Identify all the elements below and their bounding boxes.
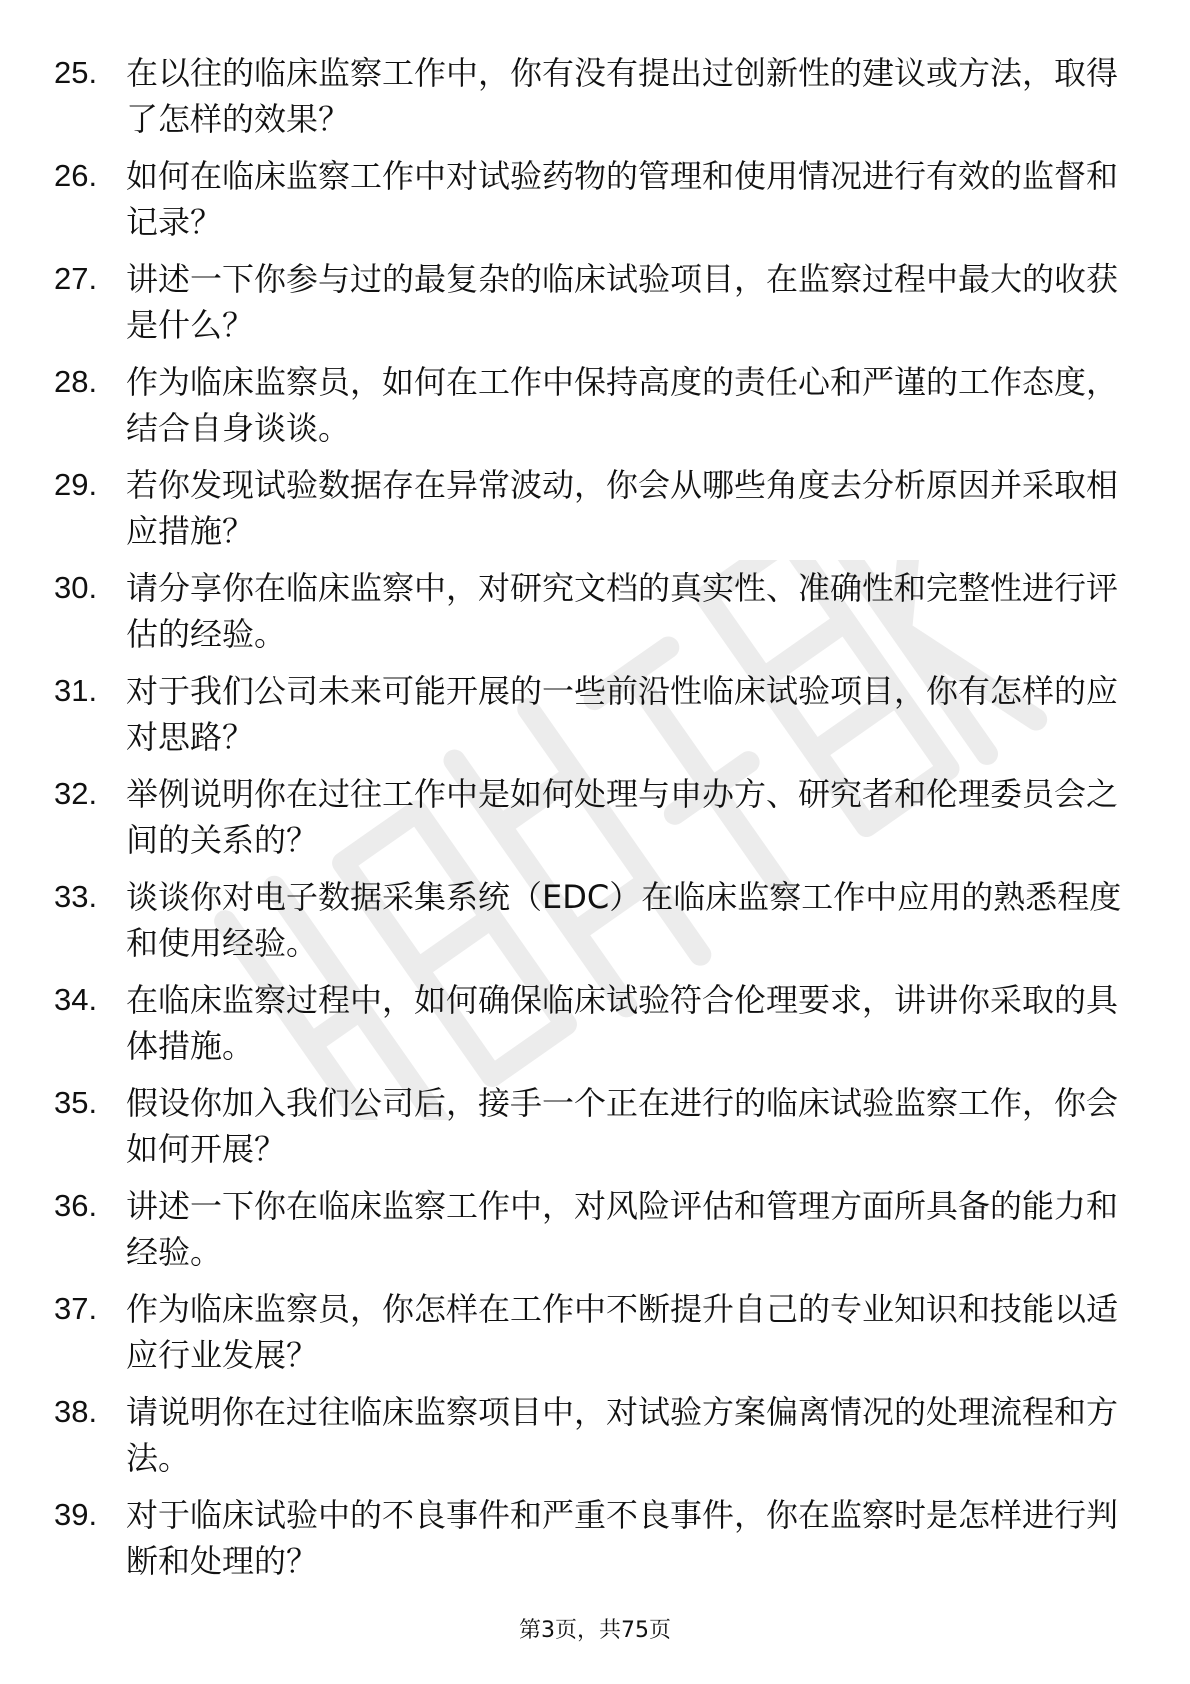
question-item	[54, 1080, 1134, 1183]
question-number: 31.	[54, 673, 98, 708]
question-text: 作为临床监察员，你怎样在工作中不断提升自己的专业知识和技能以适应行业发展？	[126, 1290, 1119, 1374]
question-text: 讲述一下你在临床监察工作中，对风险评估和管理方面所具备的能力和经验。	[126, 1187, 1119, 1271]
question-item	[54, 565, 1134, 668]
question-text: 讲述一下你参与过的最复杂的临床试验项目，在监察过程中最大的收获是什么？	[126, 260, 1119, 344]
question-number: 29.	[54, 467, 98, 502]
question-text: 在临床监察过程中，如何确保临床试验符合伦理要求，讲讲你采取的具体措施。	[126, 981, 1119, 1065]
question-text: 请说明你在过往临床监察项目中，对试验方案偏离情况的处理流程和方法。	[126, 1393, 1119, 1477]
question-item	[54, 1389, 1134, 1492]
question-text: 谈谈你对电子数据采集系统（EDC）在临床监察工作中应用的熟悉程度和使用经验。	[126, 878, 1122, 962]
question-number: 36.	[54, 1188, 98, 1223]
question-number: 38.	[54, 1394, 98, 1429]
question-item	[54, 359, 1134, 462]
question-item	[54, 462, 1134, 565]
question-item	[54, 256, 1134, 359]
question-number: 35.	[54, 1085, 98, 1120]
question-text: 作为临床监察员，如何在工作中保持高度的责任心和严谨的工作态度，结合自身谈谈。	[126, 363, 1119, 447]
question-number: 37.	[54, 1291, 98, 1326]
question-item	[54, 771, 1134, 874]
question-text: 举例说明你在过往工作中是如何处理与申办方、研究者和伦理委员会之间的关系的？	[126, 775, 1119, 859]
page-footer: 第3页，共75页	[519, 1618, 671, 1643]
question-text: 若你发现试验数据存在异常波动，你会从哪些角度去分析原因并采取相应措施？	[126, 466, 1119, 550]
question-text: 假设你加入我们公司后，接手一个正在进行的临床试验监察工作，你会如何开展？	[126, 1084, 1119, 1168]
question-item	[54, 874, 1134, 977]
question-number: 30.	[54, 570, 98, 605]
question-number: 39.	[54, 1497, 98, 1532]
question-number: 27.	[54, 261, 98, 296]
question-number: 28.	[54, 364, 98, 399]
question-text: 对于我们公司未来可能开展的一些前沿性临床试验项目，你有怎样的应对思路？	[126, 672, 1119, 756]
question-text: 请分享你在临床监察中，对研究文档的真实性、准确性和完整性进行评估的经验。	[126, 569, 1119, 653]
question-number: 33.	[54, 879, 98, 914]
question-number: 26.	[54, 158, 98, 193]
question-number: 32.	[54, 776, 98, 811]
question-item	[54, 50, 1134, 153]
question-item	[54, 1183, 1134, 1286]
question-item	[54, 153, 1134, 256]
question-number: 25.	[54, 55, 98, 90]
question-item	[54, 977, 1134, 1080]
question-number: 34.	[54, 982, 98, 1017]
question-list	[54, 50, 1134, 1595]
question-item	[54, 1286, 1134, 1389]
question-item	[54, 1492, 1134, 1595]
question-item	[54, 668, 1134, 771]
question-text: 在以往的临床监察工作中，你有没有提出过创新性的建议或方法，取得了怎样的效果？	[126, 54, 1119, 138]
question-text: 对于临床试验中的不良事件和严重不良事件，你在监察时是怎样进行判断和处理的？	[126, 1496, 1119, 1580]
question-text: 如何在临床监察工作中对试验药物的管理和使用情况进行有效的监督和记录？	[126, 157, 1119, 241]
